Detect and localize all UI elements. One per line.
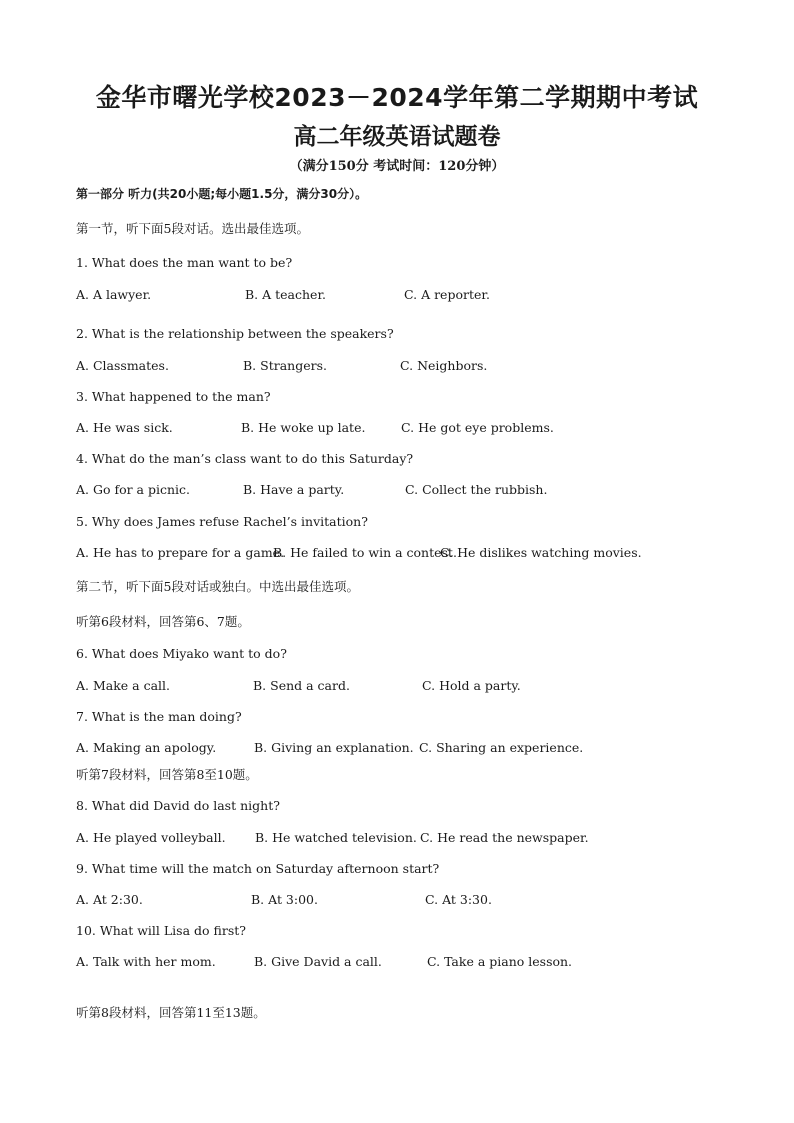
question-3: 3. What happened to the man? <box>76 389 271 404</box>
q10-option-b: B. Give David a call. <box>254 954 382 969</box>
exam-subtitle: 高二年级英语试题卷 <box>293 124 501 150</box>
material-6-instruction: 听第6段材料，回答第6、7题。 <box>76 614 250 629</box>
q9-option-b: B. At 3:00. <box>251 892 318 907</box>
q7-option-b: B. Giving an explanation. <box>254 740 414 755</box>
q2-option-a: A. Classmates. <box>76 358 169 373</box>
q9-option-c: C. At 3:30. <box>425 892 492 907</box>
q6-option-c: C. Hold a party. <box>422 678 521 693</box>
q5-option-a: A. He has to prepare for a game. <box>76 545 285 560</box>
question-4: 4. What do the man’s class want to do this Saturday? <box>76 451 414 466</box>
q4-option-b: B. Have a party. <box>243 482 345 497</box>
q10-option-a: A. Talk with her mom. <box>76 954 216 969</box>
material-8-instruction: 听第8段材料，回答第11至13题。 <box>76 1005 266 1020</box>
q8-option-c: C. He read the newspaper. <box>420 830 589 845</box>
question-10: 10. What will Lisa do first? <box>76 923 246 938</box>
q2-option-b: B. Strangers. <box>243 358 327 373</box>
q8-option-b: B. He watched television. <box>255 830 417 845</box>
q6-option-b: B. Send a card. <box>253 678 350 693</box>
part1-heading: 第一部分 听力(共20小题;每小题1.5分，满分30分）。 <box>76 187 368 201</box>
q4-option-a: A. Go for a picnic. <box>76 482 191 497</box>
question-1: 1. What does the man want to be? <box>76 255 293 270</box>
question-6: 6. What does Miyako want to do? <box>76 646 287 661</box>
q7-option-a: A. Making an apology. <box>76 740 217 755</box>
q7-option-c: C. Sharing an experience. <box>419 740 584 755</box>
q1-option-c: C. A reporter. <box>404 287 490 302</box>
q3-option-a: A. He was sick. <box>76 420 173 435</box>
question-5: 5. Why does James refuse Rachel’s invitation? <box>76 514 368 529</box>
question-7: 7. What is the man doing? <box>76 709 242 724</box>
q3-option-c: C. He got eye problems. <box>401 420 554 435</box>
section2-instruction: 第二节，听下面5段对话或独白。中选出最佳选项。 <box>76 579 359 594</box>
q9-option-a: A. At 2:30. <box>76 892 143 907</box>
q2-option-c: C. Neighbors. <box>400 358 488 373</box>
question-2: 2. What is the relationship between the speakers? <box>76 326 394 341</box>
q1-option-a: A. A lawyer. <box>76 287 152 302</box>
q8-option-a: A. He played volleyball. <box>76 830 226 845</box>
material-7-instruction: 听第7段材料，回答第8至10题。 <box>76 767 258 782</box>
q1-option-b: B. A teacher. <box>245 287 327 302</box>
q4-option-c: C. Collect the rubbish. <box>405 482 548 497</box>
q10-option-c: C. Take a piano lesson. <box>427 954 573 969</box>
q3-option-b: B. He woke up late. <box>241 420 366 435</box>
q5-option-b: B. He failed to win a contest. <box>273 545 457 560</box>
question-8: 8. What did David do last night? <box>76 798 280 813</box>
exam-info: （满分150分 考试时间：120分钟） <box>289 159 505 174</box>
question-9: 9. What time will the match on Saturday afternoon start? <box>76 861 440 876</box>
exam-title: 金华市曙光学校2023－2024学年第二学期期中考试 <box>95 83 699 112</box>
q6-option-a: A. Make a call. <box>76 678 171 693</box>
q5-option-c: C. He dislikes watching movies. <box>440 545 642 560</box>
section1-instruction: 第一节，听下面5段对话。选出最佳选项。 <box>76 221 309 236</box>
